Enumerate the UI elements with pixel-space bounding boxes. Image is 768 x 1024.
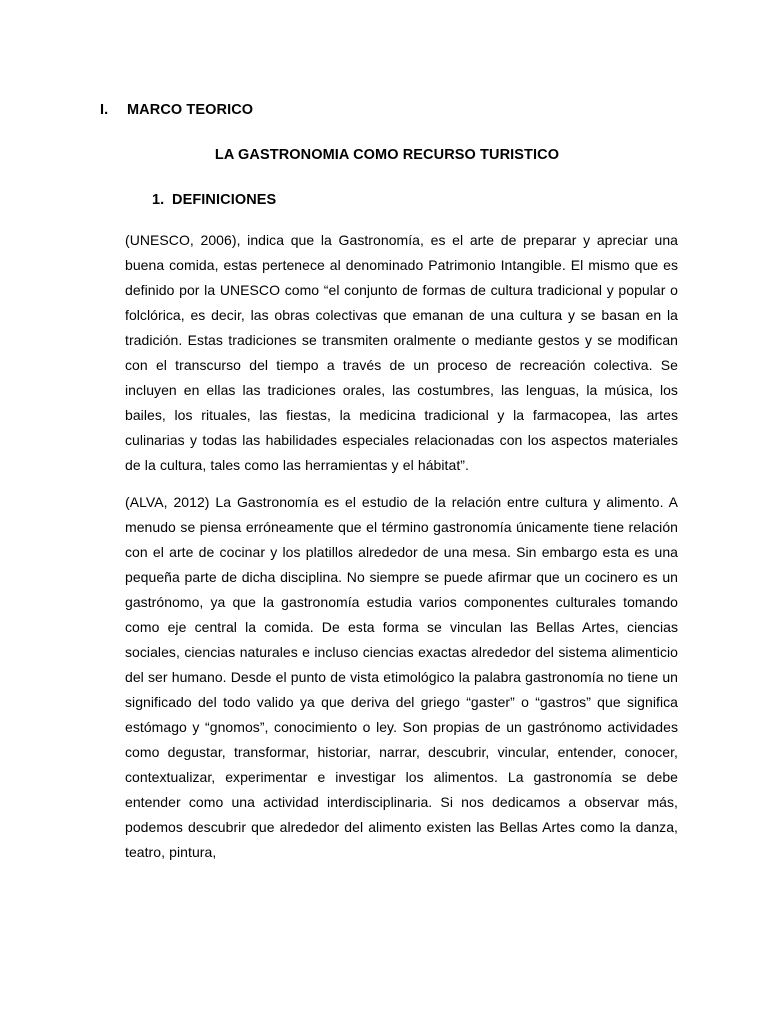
subsection-heading-label: DEFINICIONES	[172, 192, 277, 208]
section-heading-marco-teorico	[100, 100, 253, 120]
section-heading-marker: I.	[100, 102, 109, 118]
body-text	[125, 228, 678, 865]
paragraph-unesco: (UNESCO, 2006), indica que la Gastronomía, es el arte de preparar y apreciar una buena comida, estas pertenece al denominado Patrimonio Intangible. El mismo que es definido por la UNESCO como “el conjunto de formas de cultura tradicional y popular o folclórica, es decir, las obras colectivas que emanan de una cultura y se basan en la tradición. Estas tradiciones se transmiten oralmente o mediante gestos y se modifican con el transcurso del tiempo a través de un proceso de recreación colectiva. Se incluyen en ellas las tradiciones orales, las costumbres, las lenguas, la música, los bailes, los rituales, las fiestas, la medicina tradicional y la farmacopea, las artes culinarias y todas las habilidades especiales relacionadas con los aspectos materiales de la cultura, tales como las herramientas y el hábitat”.	[125, 232, 678, 473]
paragraph-alva: (ALVA, 2012) La Gastronomía es el estudio de la relación entre cultura y alimento. A menudo se piensa erróneamente que el término gastronomía únicamente tiene relación con el arte de cocinar y los platillos alrededor de una mesa. Sin embargo esta es una pequeña parte de dicha disciplina. No siempre se puede afirmar que un cocinero es un gastrónomo, ya que la gastronomía estudia varios componentes culturales tomando como eje central la comida. De esta forma se vinculan las Bellas Artes, ciencias sociales, ciencias naturales e incluso ciencias exactas alrededor del sistema alimenticio del ser humano. Desde el punto de vista etimológico la palabra gastronomía no tiene un significado del todo valido ya que deriva del griego “gaster” o “gastros” que significa estómago y “gnomos”, conocimiento o ley. Son propias de un gastrónomo actividades como degustar, transformar, historiar, narrar, descubrir, vincular, entender, conocer, contextualizar, experimentar e investigar los alimentos. La gastronomía se debe entender como una actividad interdisciplinaria. Si nos dedicamos a observar más, podemos descubrir que alrededor del alimento existen las Bellas Artes como la danza, teatro, pintura,	[125, 494, 678, 860]
subsection-heading-definiciones	[152, 190, 276, 210]
section-heading-label: MARCO TEORICO	[127, 102, 254, 118]
document-title: LA GASTRONOMIA COMO RECURSO TURISTICO	[214, 147, 560, 163]
subsection-heading-marker: 1.	[152, 192, 165, 208]
